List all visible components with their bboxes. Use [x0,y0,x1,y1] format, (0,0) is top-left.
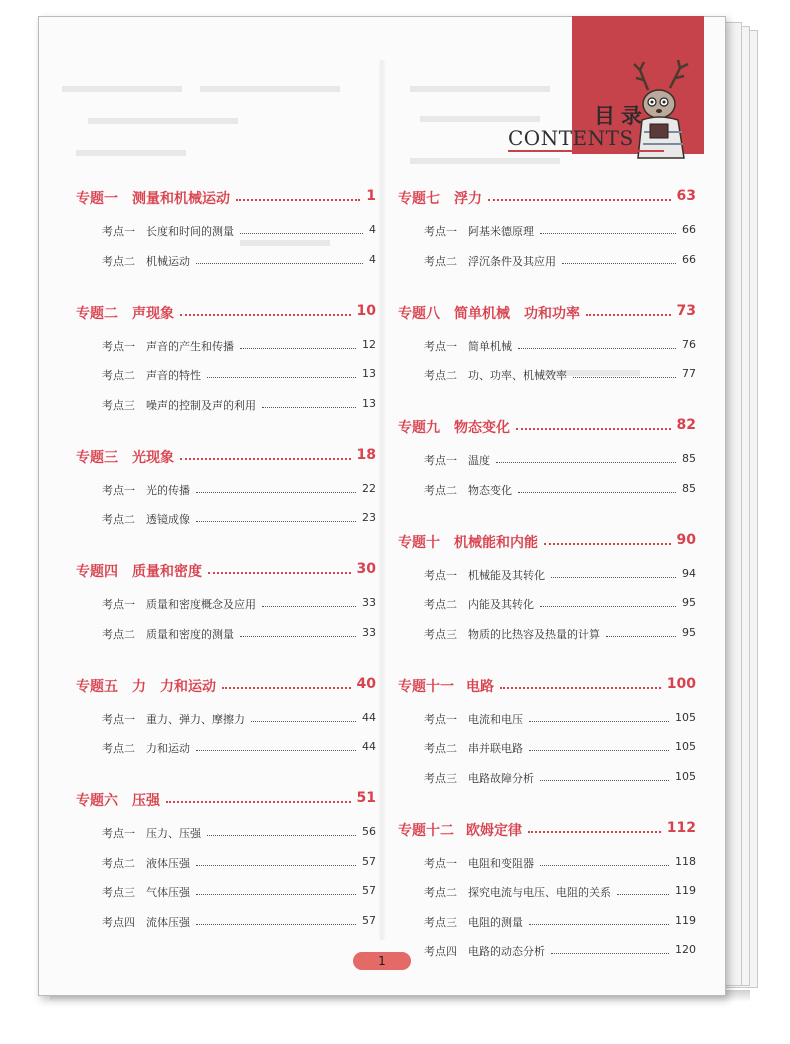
dot-leader [573,377,676,378]
toc-topic-row[interactable] [398,820,696,838]
dot-leader [240,233,363,234]
item-page-number: 95 [682,596,696,609]
topic-page-number: 30 [356,561,376,577]
item-page-number: 118 [675,854,696,868]
item-page-number: 119 [675,913,696,927]
item-title: 流体压强 [146,915,190,929]
item-label: 考点三 [102,398,135,412]
toc-topic-row[interactable] [398,303,696,321]
dot-leader [551,577,676,578]
topic-label: 专题六 [76,793,118,809]
dot-leader [562,263,676,264]
dot-leader [529,721,669,722]
item-title: 机械能及其转化 [468,568,545,582]
item-page-number: 13 [362,396,376,410]
dot-leader [180,314,351,316]
item-page-number: 44 [362,740,376,753]
dot-leader [586,314,671,316]
toc-item-row[interactable] [424,480,696,498]
toc-topic-row[interactable] [76,447,376,465]
item-page-number: 85 [682,452,696,465]
dot-leader [240,636,356,637]
toc-item-row[interactable] [102,738,376,756]
toc-topic-row[interactable] [76,561,376,579]
dot-leader [496,462,676,463]
item-title: 简单机械 [468,339,512,353]
item-title: 温度 [468,454,490,467]
topic-page-number: 63 [676,188,696,204]
toc-topic-row[interactable] [398,188,696,206]
item-label: 考点二 [102,254,135,268]
item-label: 考点二 [424,369,457,382]
dot-leader [488,199,671,201]
toc-topic-row[interactable] [76,303,376,321]
topic-label: 专题九 [398,420,440,436]
dot-leader [180,458,351,460]
item-page-number: 57 [362,884,376,897]
item-title: 电路的动态分析 [468,945,545,958]
item-label: 考点一 [424,568,457,582]
item-page-number: 22 [362,481,376,495]
item-page-number: 120 [675,943,696,956]
dot-leader [196,521,356,522]
item-label: 考点一 [424,712,457,726]
dot-leader [516,428,671,430]
item-label: 考点一 [424,454,457,467]
dot-leader [540,865,669,866]
item-title: 气体压强 [146,886,190,899]
dot-leader [518,348,676,349]
item-title: 电阻和变阻器 [468,856,534,870]
topic-label: 专题七 [398,191,440,207]
item-title: 力和运动 [146,742,190,755]
toc-item-row[interactable] [102,882,376,900]
item-page-number: 57 [362,854,376,868]
item-title: 物质的比热容及热量的计算 [468,627,600,641]
toc-item-row[interactable] [102,624,376,642]
topic-label: 专题八 [398,305,440,322]
item-page-number: 105 [675,769,696,783]
item-label: 考点二 [102,856,135,870]
toc-item-row[interactable] [424,365,696,383]
dot-leader [551,953,669,954]
topic-label: 专题一 [76,191,118,207]
item-title: 电路故障分析 [468,771,534,785]
toc-item-row[interactable] [424,450,696,468]
item-title: 声音的产生和传播 [146,339,234,353]
item-title: 机械运动 [146,254,190,268]
topic-title: 压强 [132,793,160,809]
item-page-number: 13 [362,367,376,380]
item-page-number: 77 [682,367,696,380]
item-page-number: 105 [675,740,696,753]
item-label: 考点二 [102,627,135,641]
topic-title: 测量和机械运动 [132,191,230,207]
item-page-number: 94 [682,566,696,580]
item-page-number: 76 [682,337,696,351]
item-page-number: 33 [362,596,376,609]
item-label: 考点一 [102,483,135,497]
item-page-number: 56 [362,825,376,838]
item-label: 考点二 [102,369,135,382]
dot-leader [617,894,669,895]
item-title: 压力、压强 [146,827,201,840]
item-page-number: 23 [362,511,376,524]
dot-leader [208,572,351,574]
title-underline [508,150,664,152]
topic-title: 机械能和内能 [454,534,538,551]
toc-item-row[interactable] [424,565,696,583]
item-label: 考点三 [424,771,457,785]
item-label: 考点三 [424,627,457,641]
toc-item-row[interactable] [424,709,696,727]
dot-leader [222,687,351,689]
topic-title: 简单机械 功和功率 [454,305,580,322]
item-label: 考点三 [424,915,457,929]
topic-page-number: 1 [366,188,376,204]
dot-leader [544,543,671,545]
toc-item-row[interactable] [102,594,376,612]
dot-leader [540,606,676,607]
topic-label: 专题五 [76,678,118,695]
toc-topic-row[interactable] [76,790,376,808]
topic-label: 专题三 [76,449,118,466]
item-title: 透镜成像 [146,513,190,526]
item-label: 考点一 [102,339,135,353]
topic-label: 专题十 [398,534,440,551]
item-title: 电阻的测量 [468,915,523,929]
item-title: 噪声的控制及声的利用 [146,398,256,412]
toc-item-row[interactable] [424,336,696,354]
toc-item-row[interactable] [424,624,696,642]
dot-leader [528,831,661,833]
page-gutter [378,60,386,940]
topic-label: 专题十一 [398,678,454,695]
item-label: 考点一 [102,827,135,840]
topic-page-number: 73 [676,302,696,319]
item-title: 内能及其转化 [468,598,534,611]
item-title: 电流和电压 [468,712,523,726]
item-label: 考点二 [424,254,457,268]
dot-leader [196,924,356,925]
item-label: 考点四 [424,945,457,958]
page-number: 1 [353,952,411,970]
item-label: 考点一 [424,856,457,870]
dot-leader [500,687,661,689]
toc-topic-row[interactable] [76,676,376,694]
item-title: 长度和时间的测量 [146,225,234,238]
topic-title: 欧姆定律 [466,822,522,839]
toc-item-row[interactable] [102,823,376,841]
item-label: 考点二 [424,483,457,497]
toc-item-row[interactable] [424,251,696,269]
toc-item-row[interactable] [424,594,696,612]
topic-title: 力 力和运动 [132,678,216,695]
toc-item-row[interactable] [102,395,376,413]
item-page-number: 105 [675,710,696,724]
item-title: 探究电流与电压、电阻的关系 [468,886,611,899]
item-title: 阿基米德原理 [468,225,534,238]
item-title: 重力、弹力、摩擦力 [146,712,245,726]
item-label: 考点一 [102,598,135,611]
dot-leader [262,606,356,607]
toc-item-row[interactable] [424,941,696,959]
item-title: 光的传播 [146,483,190,497]
topic-page-number: 112 [666,819,696,836]
item-label: 考点四 [102,915,135,929]
topic-title: 物态变化 [454,420,510,436]
item-page-number: 66 [682,223,696,236]
toc-title: 目录 [594,104,648,128]
toc-topic-row[interactable] [398,676,696,694]
dot-leader [196,894,356,895]
toc-item-row[interactable] [424,853,696,871]
toc-item-row[interactable] [102,480,376,498]
item-label: 考点二 [424,886,457,899]
item-page-number: 85 [682,481,696,495]
toc-topic-row[interactable] [76,188,376,206]
toc-item-row[interactable] [102,912,376,930]
dot-leader [606,636,676,637]
topic-page-number: 90 [676,531,696,548]
topic-page-number: 18 [356,446,376,463]
item-page-number: 57 [362,913,376,927]
item-title: 液体压强 [146,856,190,870]
dot-leader [207,835,356,836]
toc-item-row[interactable] [102,365,376,383]
dot-leader [262,407,356,408]
item-label: 考点二 [102,513,135,526]
toc-item-row[interactable] [424,221,696,239]
dot-leader [529,750,669,751]
item-label: 考点一 [424,225,457,238]
item-title: 物态变化 [468,483,512,497]
item-page-number: 66 [682,252,696,266]
dot-leader [196,750,356,751]
topic-title: 声现象 [132,305,174,322]
toc-item-row[interactable] [102,221,376,239]
toc-item-row[interactable] [102,336,376,354]
topic-page-number: 40 [356,675,376,692]
dot-leader [236,199,360,201]
toc-item-row[interactable] [424,738,696,756]
topic-title: 光现象 [132,449,174,466]
topic-page-number: 82 [676,417,696,433]
topic-label: 专题十二 [398,822,454,839]
toc-subtitle: CONTENTS [508,126,634,150]
toc-item-row[interactable] [424,912,696,930]
item-page-number: 119 [675,884,696,897]
dot-leader [251,721,356,722]
item-page-number: 12 [362,337,376,351]
topic-label: 专题四 [76,564,118,580]
dot-leader [196,865,356,866]
item-label: 考点二 [424,598,457,611]
dot-leader [540,233,676,234]
topic-page-number: 10 [356,302,376,319]
item-title: 质量和密度的测量 [146,627,234,641]
dot-leader [207,377,356,378]
item-title: 质量和密度概念及应用 [146,598,256,611]
item-label: 考点一 [102,225,135,238]
dot-leader [540,780,669,781]
toc-item-row[interactable] [424,768,696,786]
dot-leader [518,492,676,493]
toc-item-row[interactable] [102,853,376,871]
toc-item-row[interactable] [424,882,696,900]
item-label: 考点二 [102,742,135,755]
topic-page-number: 100 [666,675,696,692]
toc-topic-row[interactable] [398,532,696,550]
item-page-number: 33 [362,625,376,639]
toc-item-row[interactable] [102,251,376,269]
toc-item-row[interactable] [102,709,376,727]
item-page-number: 44 [362,710,376,724]
item-label: 考点三 [102,886,135,899]
topic-page-number: 51 [356,790,376,806]
topic-title: 电路 [466,678,494,695]
item-title: 浮沉条件及其应用 [468,254,556,268]
item-title: 串并联电路 [468,742,523,755]
item-page-number: 95 [682,625,696,639]
item-page-number: 4 [369,223,376,236]
toc-item-row[interactable] [102,509,376,527]
item-label: 考点一 [102,712,135,726]
item-title: 声音的特性 [146,369,201,382]
dot-leader [196,492,356,493]
topic-title: 质量和密度 [132,564,202,580]
dot-leader [166,801,351,803]
toc-topic-row[interactable] [398,417,696,435]
item-title: 功、功率、机械效率 [468,369,567,382]
dot-leader [196,263,363,264]
item-label: 考点二 [424,742,457,755]
item-label: 考点一 [424,339,457,353]
dot-leader [240,348,356,349]
item-page-number: 4 [369,252,376,266]
dot-leader [529,924,669,925]
topic-title: 浮力 [454,191,482,207]
topic-label: 专题二 [76,305,118,322]
